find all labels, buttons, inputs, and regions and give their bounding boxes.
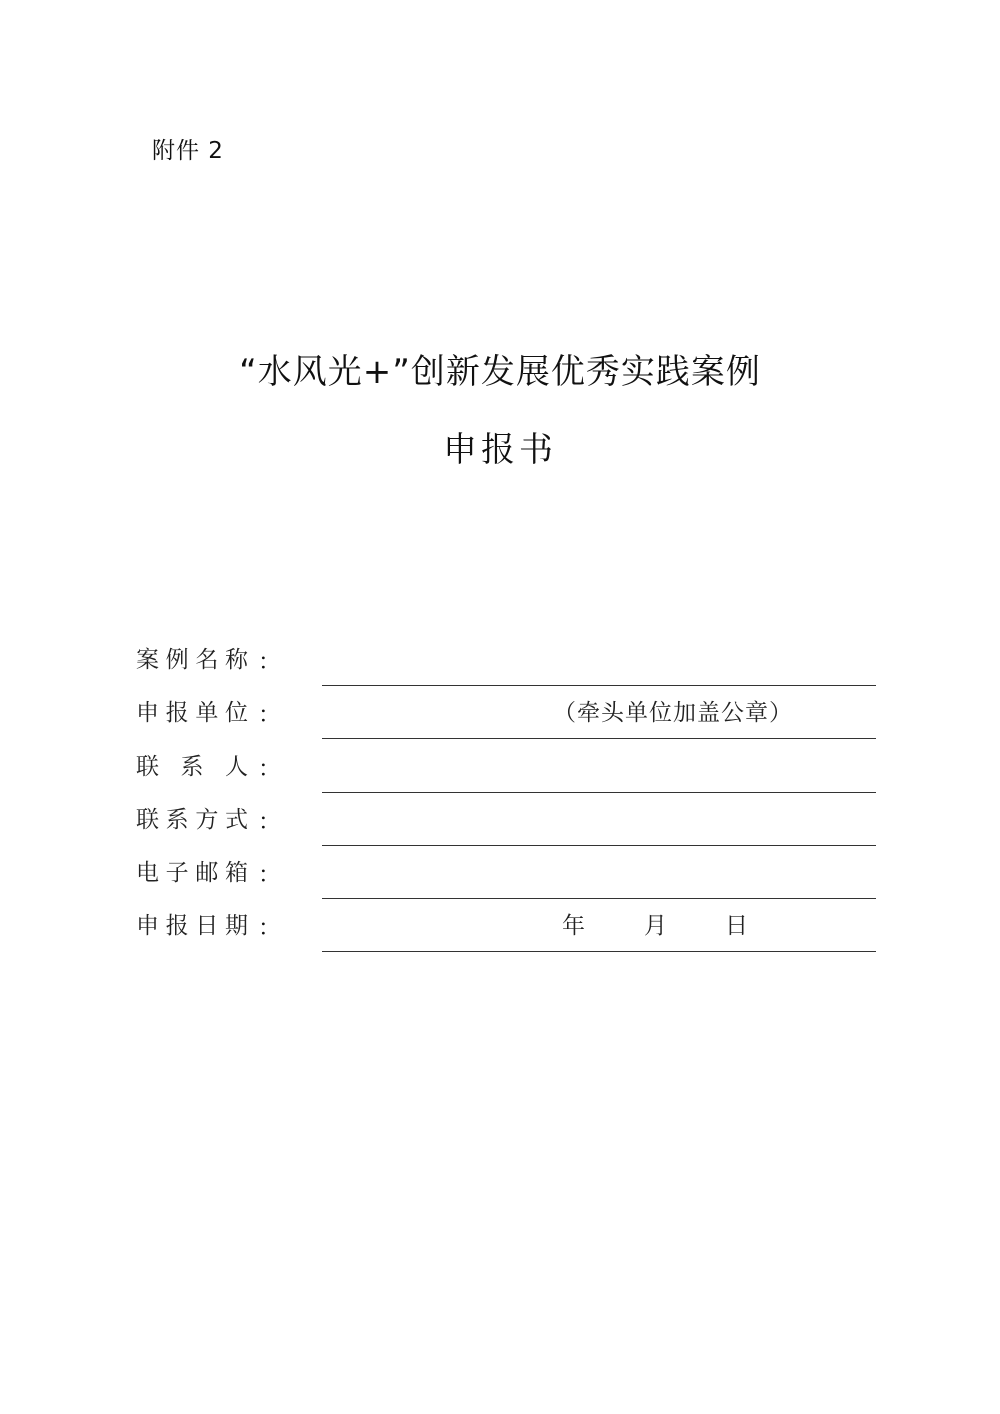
contact-info-field[interactable] bbox=[322, 845, 876, 846]
applicant-colon: ： bbox=[258, 702, 281, 728]
seal-note: （牵头单位加盖公章） bbox=[553, 700, 793, 726]
case-name-row bbox=[0, 645, 1000, 699]
attachment-label: 附件 2 bbox=[152, 138, 224, 164]
date-year-label: 年 bbox=[562, 913, 585, 939]
email-field[interactable] bbox=[322, 898, 876, 899]
date-colon: ： bbox=[258, 915, 281, 941]
date-day-label: 日 bbox=[725, 913, 748, 939]
email-row bbox=[0, 858, 1000, 912]
contact-person-field[interactable] bbox=[322, 792, 876, 793]
document-subtitle: 申报书 bbox=[443, 430, 557, 470]
contact-info-row bbox=[0, 805, 1000, 859]
applicant-row bbox=[0, 698, 1000, 752]
applicant-label: 申 报 单 位 bbox=[136, 700, 248, 726]
case-name-colon: ： bbox=[258, 649, 281, 675]
contact-info-colon: ： bbox=[258, 809, 281, 835]
date-field[interactable] bbox=[322, 951, 876, 952]
contact-person-colon: ： bbox=[258, 756, 281, 782]
document-title: “水风光+”创新发展优秀实践案例 bbox=[239, 352, 761, 392]
contact-person-row bbox=[0, 752, 1000, 806]
applicant-field[interactable] bbox=[322, 738, 876, 739]
contact-person-label: 联 系 人 bbox=[136, 754, 248, 780]
email-label: 电 子 邮 箱 bbox=[136, 860, 248, 886]
contact-info-label: 联 系 方 式 bbox=[136, 807, 248, 833]
email-colon: ： bbox=[258, 862, 281, 888]
date-label: 申 报 日 期 bbox=[136, 913, 248, 939]
case-name-label: 案 例 名 称 bbox=[136, 647, 248, 673]
case-name-field[interactable] bbox=[322, 685, 876, 686]
date-row bbox=[0, 911, 1000, 965]
date-month-label: 月 bbox=[644, 913, 667, 939]
